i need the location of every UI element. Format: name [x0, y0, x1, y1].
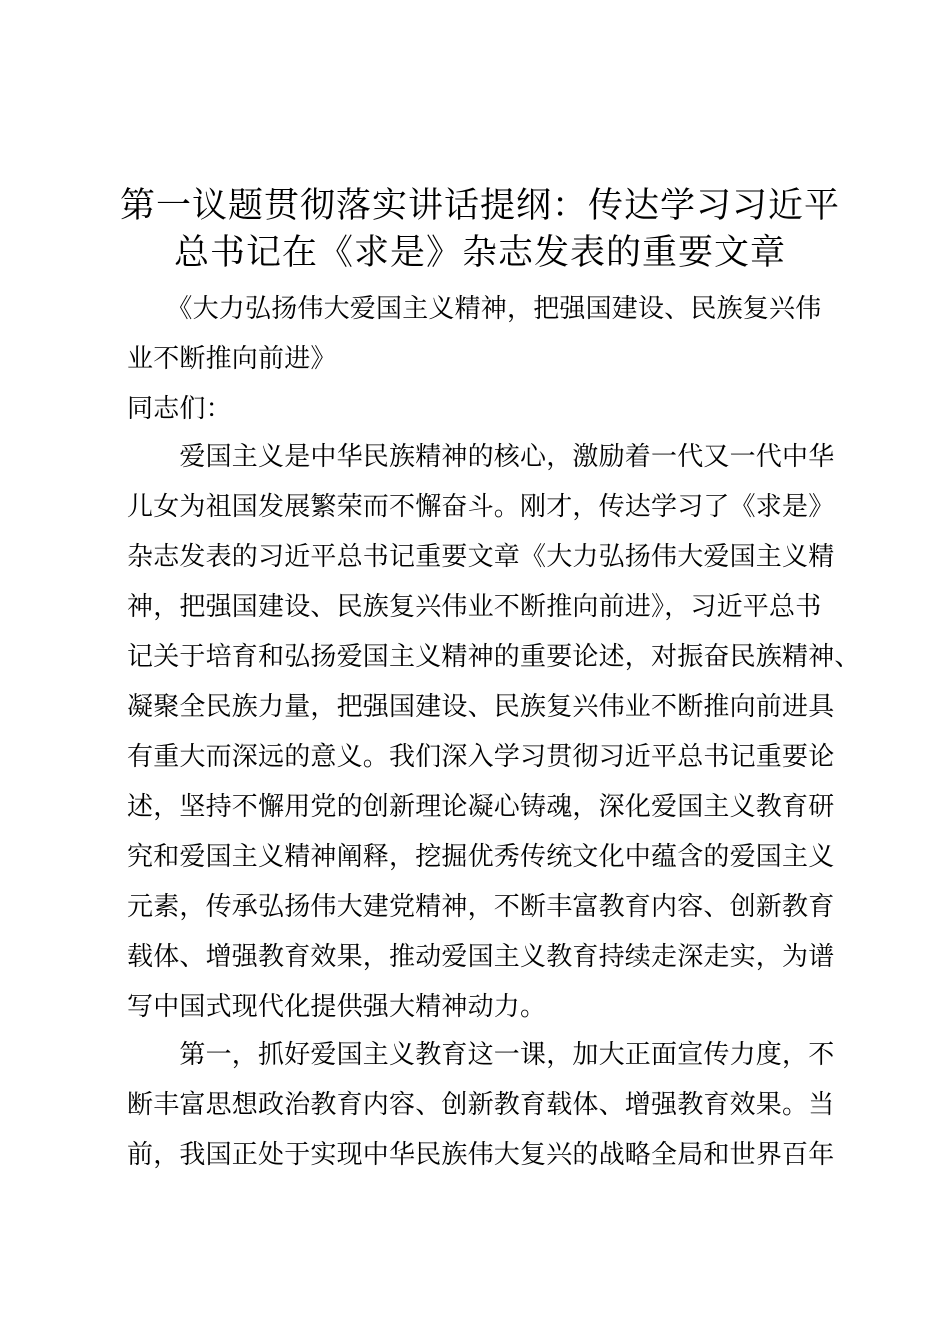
paragraph-line: 杂志发表的习近平总书记重要文章《大力弘扬伟大爱国主义精: [127, 542, 835, 572]
salutation-text: 同志们：: [127, 394, 232, 424]
paragraph-first-point: [127, 1030, 837, 1180]
paragraph-line: 断丰富思想政治教育内容、创新教育载体、增强教育效果。当: [127, 1090, 835, 1120]
article-subtitle: [127, 284, 837, 384]
paragraph-line: 有重大而深远的意义。我们深入学习贯彻习近平总书记重要论: [127, 742, 835, 772]
paragraph-line: 儿女为祖国发展繁荣而不懈奋斗。刚才，传达学习了《求是》: [127, 492, 835, 522]
paragraph-line: 写中国式现代化提供强大精神动力。: [127, 992, 547, 1022]
paragraph-line: 记关于培育和弘扬爱国主义精神的重要论述，对振奋民族精神、: [127, 642, 861, 672]
paragraph-line: 载体、增强教育效果，推动爱国主义教育持续走深走实，为谱: [127, 942, 835, 972]
subtitle-line: 《大力弘扬伟大爱国主义精神，把强国建设、民族复兴伟: [127, 294, 822, 324]
paragraph-line: 前，我国正处于实现中华民族伟大复兴的战略全局和世界百年: [127, 1140, 835, 1170]
paragraph-line: 凝聚全民族力量，把强国建设、民族复兴伟业不断推向前进具: [127, 692, 835, 722]
paragraph-line: 述，坚持不懈用党的创新理论凝心铸魂，深化爱国主义教育研: [127, 792, 835, 822]
subtitle-line: 业不断推向前进》: [127, 344, 337, 374]
paragraph-line: 元素，传承弘扬伟大建党精神，不断丰富教育内容、创新教育: [127, 892, 835, 922]
document-title: [100, 183, 860, 277]
paragraph-intro: [127, 432, 861, 1032]
paragraph-line: 究和爱国主义精神阐释，挖掘优秀传统文化中蕴含的爱国主义: [127, 842, 835, 872]
title-line: 总书记在《求是》杂志发表的重要文章: [173, 233, 786, 273]
paragraph-line: 爱国主义是中华民族精神的核心，激励着一代又一代中华: [127, 442, 835, 472]
paragraph-line: 第一，抓好爱国主义教育这一课，加大正面宣传力度，不: [127, 1040, 835, 1070]
title-line: 第一议题贯彻落实讲话提纲：传达学习习近平: [119, 186, 840, 226]
salutation: [127, 384, 837, 434]
paragraph-line: 神，把强国建设、民族复兴伟业不断推向前进》，习近平总书: [127, 592, 822, 622]
